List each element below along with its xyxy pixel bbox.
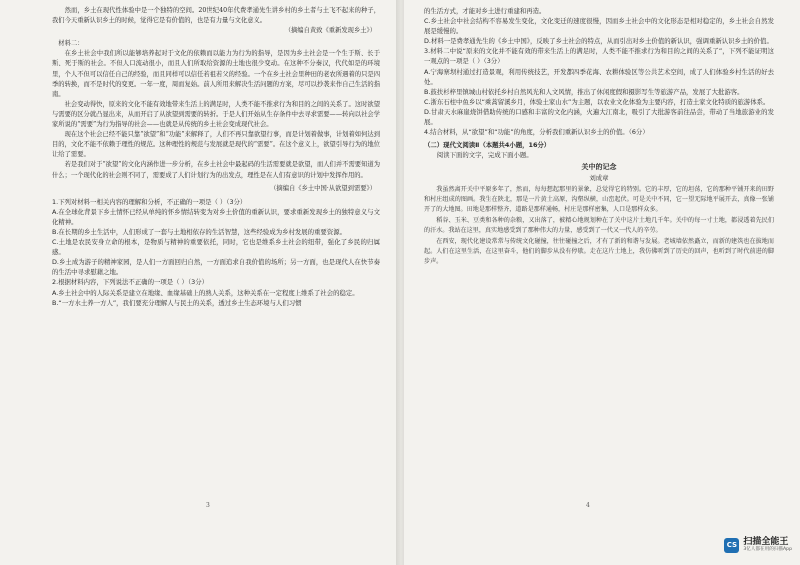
question-3-stem: 3.材料二中说“原来的文化并不能有效的带来生活上的满足时，人类不能不推求行为和目的之间的关系了”，下列不能证明这一观点的一项是（ ）（3分） xyxy=(424,47,774,66)
question-2-option-b: B.“一方水土养一方人”，我们要充分理解人与民土的关系，透过乡土生态环境与人们习惯 xyxy=(52,298,302,307)
question-2-option-a: A.乡土社会中的人际关系是建立在地缘、血缘基础上的熟人关系，这种关系在一定程度上维系了社会的稳定。 xyxy=(52,288,359,297)
page-number-left: 3 xyxy=(206,502,210,509)
source-note-2: （摘编自《乡土中国·从欲望到需要》） xyxy=(270,184,376,192)
question-2-stem: 2.根据材料内容，下列说法不正确的一项是（ ）（3分） xyxy=(52,278,208,287)
question-4-stem: 4.结合材料，从“欲望”和“功能”的角度，分析我们重新认识乡土的价值。（6分） xyxy=(424,128,649,137)
material-2-paragraph-4: 若是我们对于“欲望”的文化内涵作进一步分析，在乡土社会中最起码的生活需要就是欲望，而人们并不需要知道为什么；一个现代化的社会则不同了，需要成了人们计划行为的出发点，理性是在人们有意识的计划中发挥作用的。 xyxy=(52,161,380,179)
question-1-option-a: A.在全球化背景下乡土情怀已经从单纯的怀乡情结转变为对乡土价值的重新认识，要求重新发现乡土的独特意义与文化精神。 xyxy=(52,207,380,226)
question-1-option-d: D.乡土成为游子的精神家园，是人们一方面回归自然，一方面追求自我价值的场所；另一方面，也是现代人在快节奏的生活中寻求慰藉之地。 xyxy=(52,258,380,277)
watermark-tagline: 3亿人都在用的扫描App xyxy=(743,547,792,552)
essay-paragraph-1: 我虽然离开关中平原多年了，然而，每每想起那里的景象，总觉得它的特别。它的丰厚，它的坦荡，它的那种平铺开来的田野和村庄组成的图画。我生在陕北，那是一片黄土高原，沟壑纵横，山峦起伏。可是关中不同，它一望无际地平展开去，真像一张铺开了的大地图。田地是那样整齐，道路是那样通畅，村庄是那样密集，人口是那样众多。 xyxy=(424,185,774,214)
essay-body xyxy=(424,185,774,268)
watermark-name: 扫描全能王 xyxy=(743,537,789,547)
right-page xyxy=(404,0,800,565)
left-page xyxy=(0,0,398,565)
essay-paragraph-3: 在西安，现代化建设常常与传统文化碰撞，往往碰撞之后，才有了新的和谐与发展。老城墙依然矗立，而新的建筑也在拔地而起。人们在这里生活，在这里奋斗，他们的脚步从没有停歇。走在这片土地上，我仿佛听到了历史的回声，也听到了时代前进的脚步声。 xyxy=(424,237,774,266)
question-1-stem: 1.下列对材料一相关内容的理解和分析，不正确的一项是（ ）（3分） xyxy=(52,197,247,206)
question-3-option-c: C.浙东石柱中鱼乡以“乘蒿留溪乡月，体验土家山水”为主题，以农业文化体验为主要内容，打造土家文化特质的旅游体系。 xyxy=(424,97,770,106)
source-note-1: （摘编自黄致《重新发现乡土》） xyxy=(284,27,376,35)
camscanner-logo-icon: CS xyxy=(724,538,739,553)
scanner-watermark xyxy=(724,537,792,553)
essay-paragraph-2: 稻谷、玉米、豆类和各种的杂粮，又出落了，被精心地规划种在了关中这片土地几千年。关中的每一寸土地，都浸透着先民们的汗水。我站在这里，真实地感受到了那种伟大的力量，感受到了一代又一代人的辛劳。 xyxy=(424,216,774,235)
question-2-option-c: C.乡土社会中社会结构不容易发生变化，文化变迁的速度很慢，因而乡土社会中的文化形态是相对稳定的，乡土社会自然发展是缓慢的。 xyxy=(424,17,774,36)
question-3-option-d: D.甘肃天水麻崖烧饼借助传统的口感和丰富的文化内涵，火遍大江南北，吸引了大批游客前往品尝，带动了当地旅游业的发展。 xyxy=(424,107,774,127)
material-2-paragraph-1: 在乡土社会中我们所以能够培养起对于文化的依赖而以能力为行为的指导，是因为乡土社会是一个生于斯、长于斯、死于斯的社会。不但人口流动很小，而且人们所取给资源的土地也很少变动。在这种不分秦汉，代代如是的环境里，个人不但可以信任自己的经验，而且同样可以信任若祖若父的经验。一个在乡土社会里种田的老农所遇着的只是四季的转换，而不是时代的变更。一年一度，周而复始。前人所用来解决生活问题的方案，尽可以抄袭来作自己生活的指南。 xyxy=(52,50,380,98)
question-1-option-c: C.土地是农民安身立命的根本，是物质与精神的重要依托，同时，它也是维系乡土社会的纽带，强化了乡民的归属感。 xyxy=(52,238,380,257)
material-2-label: 材料二： xyxy=(58,40,84,48)
question-3-option-a: A.宁海寨坝村通过打造景观，利用传统技艺，开发都四季花海、农耕体验区等公共艺术空间，成了人们体验乡村生活的好去处。 xyxy=(424,67,774,86)
section-heading: （二）现代文阅读Ⅱ（本题共4小题，16分） xyxy=(424,141,551,150)
question-3-option-b: B.鼓扶杉梓里镇城山村依托乡村自然风光和人文风情，推出了休闲度假和摄影写生等旅游产品，发展了大批游客。 xyxy=(424,87,744,96)
intro-paragraph: 然而，乡土在现代性体验中是一个独特的空间。20世纪40年代费孝通先生讲乡村的乡土者与土飞不起来的种子，我们今天重新认识乡土的时候，觉得它是有价值的，也是有力量与文化意义。 xyxy=(52,7,380,25)
question-1-option-b: B.在长期的乡土生活中，人们形成了一套与土地相依存的生活智慧，这些经验成为乡村发展的重要资源。 xyxy=(52,227,346,236)
essay-title: 关中的记念 xyxy=(581,162,617,172)
material-2-paragraph-3: 现在这个社会已经不能只靠“欲望”和“功能”来解释了，人们不再只靠欲望行事，而是计划着做事，计划着如何达到目的，文化不能不依赖于理性的规范。这种理性的规范与发展就是现代的“需要”。在这个意义上，欲望引导行为的地位让给了需要。 xyxy=(52,131,380,159)
essay-author: 刘成章 xyxy=(589,173,609,182)
section-instruction: 阅读下面的文字，完成下面小题。 xyxy=(436,151,533,160)
page-number-right: 4 xyxy=(586,502,590,509)
question-2-option-b-continued: 的生活方式，才能对乡土进行重建和再造。 xyxy=(424,7,546,15)
question-2-option-d: D.材料一是费孝通先生的《乡土中国》，反映了乡土社会的特点，从而引出对乡土价值的新认识，强调重新认识乡土的价值。 xyxy=(424,37,773,46)
material-2-paragraph-2: 社会变动得快，原来的文化不能有效地带来生活上的满足时，人类不能不推求行为和目的之间的关系了。这时欲望与需要的区分就凸显出来，从而开启了从欲望到需要的转折。于是人们开始从生存条件中去寻求需要——转向以社会学家所说的“需要”为行为指导的社会——也就是从传统的乡土社会变成现代社会。 xyxy=(52,100,380,129)
